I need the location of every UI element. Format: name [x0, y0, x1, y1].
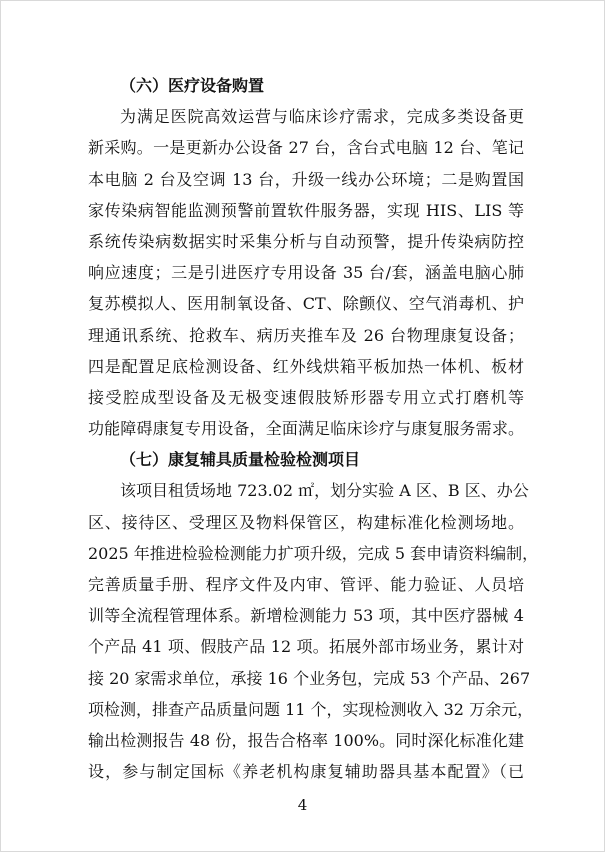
paragraph-line: 接受腔成型设备及无极变速假肢矫形器专用立式打磨机等 — [88, 387, 524, 407]
paragraph-line: 新采购。一是更新办公设备 27 台，含台式电脑 12 台、笔记 — [88, 138, 524, 158]
paragraph-line: 为满足医院高效运营与临床诊疗需求，完成多类设备更 — [120, 107, 524, 127]
paragraph-line: 本电脑 2 台及空调 13 台，升级一线办公环境；二是购置国 — [88, 169, 524, 189]
paragraph-line: 输出检测报告 48 份，报告合格率 100%。同时深化标准化建 — [88, 730, 524, 750]
paragraph-line: 接 20 家需求单位，承接 16 个业务包，完成 53 个产品、267 — [88, 668, 531, 688]
paragraph-line: 训等全流程管理体系。新增检测能力 53 项，其中医疗器械 4 — [88, 606, 524, 626]
paragraph-line: 复苏模拟人、医用制氧设备、CT、除颤仪、空气消毒机、护 — [88, 294, 524, 314]
paragraph-line: 项检测，排查产品质量问题 11 个，实现检测收入 32 万余元， — [88, 699, 534, 719]
paragraph-line: 该项目租赁场地 723.02 ㎡，划分实验 A 区、B 区、办公 — [120, 481, 529, 501]
paragraph-line: 家传染病智能监测预警前置软件服务器，实现 HIS、LIS 等 — [88, 200, 524, 220]
page-number: 4 — [297, 796, 308, 814]
paragraph-line: 区、接待区、受理区及物料保管区，构建标准化检测场地。 — [88, 512, 524, 532]
paragraph-line: 四是配置足底检测设备、红外线烘箱平板加热一体机、板材 — [88, 356, 524, 376]
section-heading-rehab-testing: （七）康复辅具质量检验检测项目 — [120, 450, 361, 470]
paragraph-line: 系统传染病数据实时采集分析与自动预警，提升传染病防控 — [88, 231, 524, 251]
paragraph-line: 理通讯系统、抢救车、病历夹推车及 26 台物理康复设备； — [88, 325, 524, 345]
paragraph-line: 设，参与制定国标《养老机构康复辅助器具基本配置》（已 — [88, 762, 524, 782]
paragraph-line: 2025 年推进检验检测能力扩项升级，完成 5 套申请资料编制， — [88, 543, 539, 563]
paragraph-line: 个产品 41 项、假肢产品 12 项。拓展外部市场业务，累计对 — [88, 637, 524, 657]
section-heading-medical-equipment: （六）医疗设备购置 — [120, 76, 265, 95]
paragraph-line: 完善质量手册、程序文件及内审、管评、能力验证、人员培 — [88, 575, 524, 594]
document-body — [88, 70, 539, 787]
paragraph-line: 响应速度；三是引进医疗专用设备 35 台/套，涵盖电脑心肺 — [88, 263, 524, 283]
paragraph-line: 功能障碍康复专用设备，全面满足临床诊疗与康复服务需求。 — [88, 419, 524, 439]
